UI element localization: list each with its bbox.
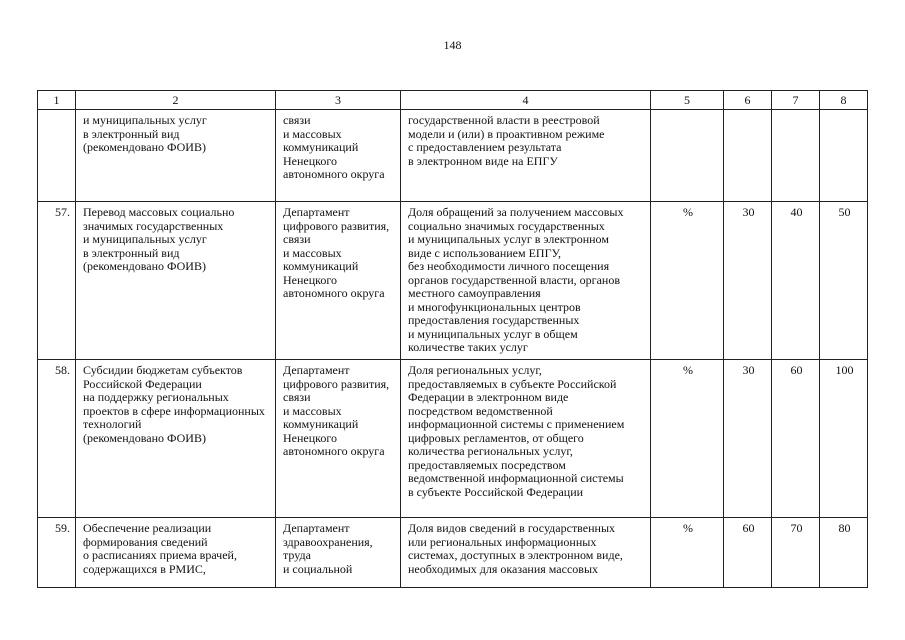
responsible-cell-line: связи xyxy=(283,113,311,127)
value-year3-cell: 50 xyxy=(820,202,868,360)
responsible-cell-line: автономного округа xyxy=(283,286,385,300)
value-year1-cell: 30 xyxy=(724,202,772,360)
responsible-cell-line: связи xyxy=(283,232,311,246)
responsible-cell-line: и социальной xyxy=(283,561,353,576)
responsible-cell-line: автономного округа xyxy=(283,167,385,181)
column-number: 5 xyxy=(651,91,724,110)
indicator-cell-line: предоставляемых посредством xyxy=(408,457,566,472)
value-year2-cell: 60 xyxy=(772,360,820,518)
unit-cell: % xyxy=(651,360,724,518)
indicator-cell-line: системах, доступных в электронном виде, xyxy=(408,548,623,562)
responsible-cell-line: Ненецкого xyxy=(283,430,338,445)
responsible-cell xyxy=(276,110,401,202)
table-row xyxy=(38,202,868,360)
indicator-cell xyxy=(401,110,651,202)
row-number: 59. xyxy=(38,518,76,588)
indicator-cell xyxy=(401,518,651,588)
table-row xyxy=(38,518,868,588)
responsible-cell-line: Ненецкого xyxy=(283,272,338,287)
responsible-cell-line: цифрового развития, xyxy=(283,376,390,391)
responsible-cell-line: и массовых xyxy=(283,126,342,141)
indicator-cell-line: или региональных информационных xyxy=(408,534,597,549)
indicator-cell-line: и муниципальных услуг в электронном xyxy=(408,232,609,246)
row-number: 57. xyxy=(38,202,76,360)
value-year1-cell: 30 xyxy=(724,360,772,518)
row-number xyxy=(38,110,76,202)
indicator-cell-line: Доля обращений за получением массовых xyxy=(408,205,624,219)
indicator-cell-line: и многофункциональных центров xyxy=(408,299,581,314)
event-name-cell-line: о расписаниях приема врачей, xyxy=(83,548,237,562)
unit-cell: % xyxy=(651,202,724,360)
responsible-cell-line: коммуникаций xyxy=(283,140,359,154)
value-year2-cell: 70 xyxy=(772,518,820,588)
indicator-cell-line: Доля региональных услуг, xyxy=(408,363,542,377)
indicator-cell-line: посредством ведомственной xyxy=(408,403,553,418)
event-name-cell-line: проектов в сфере информационных xyxy=(83,403,265,418)
event-name-cell xyxy=(76,518,276,588)
event-name-cell-line: значимых государственных xyxy=(83,218,224,233)
event-name-cell-line: Перевод массовых социально xyxy=(83,205,235,219)
indicator-cell-line: Доля видов сведений в государственных xyxy=(408,521,616,535)
event-name-cell-line: и муниципальных услуг xyxy=(83,232,207,246)
indicator-cell-line: модели и (или) в проактивном режиме xyxy=(408,126,605,141)
event-name-cell-line: формирования сведений xyxy=(83,534,208,549)
event-name-cell-line: (рекомендовано ФОИВ) xyxy=(83,140,206,154)
page-number: 148 xyxy=(443,38,462,52)
indicator-cell-line: виде с использованием ЕПГУ, xyxy=(408,245,562,260)
responsible-cell-line: и массовых xyxy=(283,245,342,260)
event-name-cell-line: содержащихся в РМИС, xyxy=(83,561,206,576)
indicator-cell-line: предоставляемых в субъекте Российской xyxy=(408,376,617,391)
indicator-cell-line: без необходимости личного посещения xyxy=(408,259,610,273)
indicator-cell-line: государственной власти в реестровой xyxy=(408,113,600,127)
indicator-cell-line: необходимых для оказания массовых xyxy=(408,561,599,576)
column-number: 2 xyxy=(76,91,276,110)
event-name-cell-line: технологий xyxy=(83,417,142,431)
responsible-cell-line: Ненецкого xyxy=(283,153,338,168)
responsible-cell xyxy=(276,202,401,360)
indicator-cell xyxy=(401,202,651,360)
event-name-cell-line: на поддержку региональных xyxy=(83,390,229,404)
indicator-cell-line: в субъекте Российской Федерации xyxy=(408,484,584,499)
event-name-cell-line: (рекомендовано ФОИВ) xyxy=(83,430,206,445)
value-year1-cell xyxy=(724,110,772,202)
responsible-cell-line: цифрового развития, xyxy=(283,218,390,233)
row-number: 58. xyxy=(38,360,76,518)
indicator-cell-line: предоставления государственных xyxy=(408,313,580,327)
responsible-cell-line: труда xyxy=(283,548,311,562)
indicator-cell-line: и муниципальных услуг в общем xyxy=(408,326,578,341)
event-name-cell-line: (рекомендовано ФОИВ) xyxy=(83,259,206,273)
column-number: 7 xyxy=(772,91,820,110)
event-name-cell xyxy=(76,360,276,518)
indicator-cell-line: информационной системы с применением xyxy=(408,417,625,431)
event-name-cell xyxy=(76,202,276,360)
indicator-cell-line: цифровых регламентов, от общего xyxy=(408,430,584,445)
indicator-cell xyxy=(401,360,651,518)
column-number: 4 xyxy=(401,91,651,110)
indicator-cell-line: ведомственной информационной системы xyxy=(408,471,624,485)
indicator-cell-line: количестве таких услуг xyxy=(408,340,528,354)
value-year2-cell: 40 xyxy=(772,202,820,360)
responsible-cell-line: здравоохранения, xyxy=(283,534,373,549)
value-year3-cell: 100 xyxy=(820,360,868,518)
unit-cell: % xyxy=(651,518,724,588)
table-row xyxy=(38,360,868,518)
indicator-cell-line: органов государственной власти, органов xyxy=(408,272,621,287)
indicator-cell-line: социально значимых государственных xyxy=(408,218,605,233)
column-number: 3 xyxy=(276,91,401,110)
unit-cell xyxy=(651,110,724,202)
indicator-cell-line: количества региональных услуг, xyxy=(408,444,573,458)
event-name-cell-line: в электронный вид xyxy=(83,245,180,260)
column-number: 1 xyxy=(38,91,76,110)
responsible-cell xyxy=(276,360,401,518)
value-year3-cell: 80 xyxy=(820,518,868,588)
event-name-cell-line: Обеспечение реализации xyxy=(83,521,212,535)
value-year3-cell xyxy=(820,110,868,202)
responsible-cell-line: связи xyxy=(283,390,311,404)
indicator-cell-line: с предоставлением результата xyxy=(408,140,562,154)
responsible-cell-line: Департамент xyxy=(283,205,350,219)
value-year1-cell: 60 xyxy=(724,518,772,588)
value-year2-cell xyxy=(772,110,820,202)
event-name-cell-line: в электронный вид xyxy=(83,126,180,141)
column-number: 6 xyxy=(724,91,772,110)
event-name-cell-line: Субсидии бюджетам субъектов xyxy=(83,363,243,377)
responsible-cell-line: автономного округа xyxy=(283,444,385,458)
responsible-cell-line: коммуникаций xyxy=(283,417,359,431)
responsible-cell-line: и массовых xyxy=(283,403,342,418)
event-name-cell-line: Российской Федерации xyxy=(83,376,202,391)
event-name-cell-line: и муниципальных услуг xyxy=(83,113,207,127)
column-numbers-row xyxy=(38,91,868,110)
responsible-cell-line: коммуникаций xyxy=(283,259,359,273)
event-name-cell xyxy=(76,110,276,202)
table-row xyxy=(38,110,868,202)
column-number: 8 xyxy=(820,91,868,110)
indicator-cell-line: в электронном виде на ЕПГУ xyxy=(408,153,558,168)
responsible-cell-line: Департамент xyxy=(283,363,350,377)
responsible-cell xyxy=(276,518,401,588)
indicators-table xyxy=(37,90,868,588)
indicator-cell-line: местного самоуправления xyxy=(408,286,541,300)
responsible-cell-line: Департамент xyxy=(283,521,350,535)
indicator-cell-line: Федерации в электронном виде xyxy=(408,390,569,404)
